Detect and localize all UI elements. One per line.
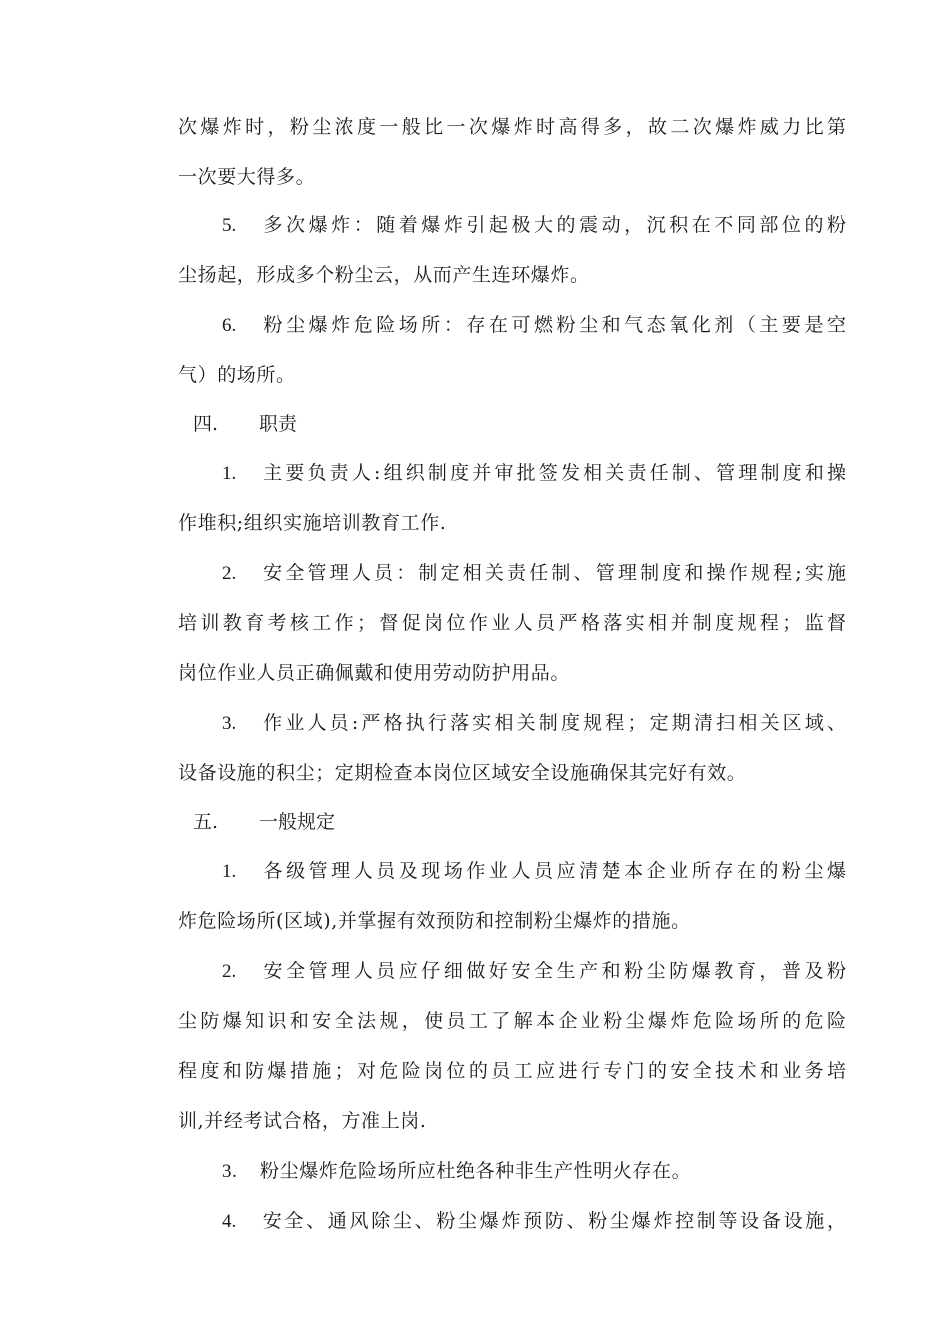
list-number: 2. [222, 961, 237, 982]
line-text: 安全、通风除尘、粉尘爆炸预防、粉尘爆炸控制等设备设施， [260, 1210, 846, 1232]
list-number: 1. [222, 463, 237, 484]
paragraph-line [178, 661, 570, 685]
line-text: 气）的场所。 [178, 364, 296, 386]
paragraph-line [178, 263, 590, 287]
paragraph-line [178, 115, 846, 139]
line-text: 作业人员:严格执行落实相关制度规程；定期清扫相关区域、 [260, 712, 846, 734]
list-number: 4. [222, 1211, 237, 1232]
line-text: 安全管理人员：制定相关责任制、管理制度和操作规程;实施 [260, 562, 846, 584]
section-title: 一般规定 [259, 811, 336, 833]
line-text: 尘防爆知识和安全法规，使员工了解本企业粉尘爆炸危险场所的危险 [178, 1010, 846, 1032]
list-item-line [222, 1209, 846, 1234]
line-text: 粉尘爆炸危险场所：存在可燃粉尘和气态氧化剂（主要是空 [260, 314, 846, 336]
line-text: 安全管理人员应仔细做好安全生产和粉尘防爆教育，普及粉 [260, 960, 846, 982]
list-item-line [222, 711, 846, 736]
line-text: 各级管理人员及现场作业人员应清楚本企业所存在的粉尘爆 [260, 860, 846, 882]
list-number: 5. [222, 215, 237, 236]
section-title: 职责 [259, 413, 298, 435]
paragraph-line [178, 611, 846, 635]
list-item-line [222, 1159, 691, 1184]
line-text: 主要负责人:组织制度并审批签发相关责任制、管理制度和操 [260, 462, 846, 484]
paragraph-line [178, 1059, 846, 1083]
line-text: 一次要大得多。 [178, 166, 316, 188]
section-heading [193, 412, 297, 436]
line-text: 多次爆炸：随着爆炸引起极大的震动，沉积在不同部位的粉 [260, 214, 846, 236]
line-text: 次爆炸时，粉尘浓度一般比一次爆炸时高得多，故二次爆炸威力比第 [178, 116, 846, 138]
list-item-line [222, 859, 846, 884]
paragraph-line [178, 761, 746, 785]
paragraph-line [178, 165, 315, 189]
paragraph-line [178, 1109, 426, 1133]
list-number: 3. [222, 1161, 238, 1182]
list-number: 3. [222, 713, 237, 734]
line-text: 程度和防爆措施；对危险岗位的员工应进行专门的安全技术和业务培 [178, 1060, 846, 1082]
line-text: 训,并经考试合格，方准上岗. [178, 1110, 427, 1132]
line-text: 培训教育考核工作；督促岗位作业人员严格落实相并制度规程；监督 [178, 612, 846, 634]
list-item-line [222, 561, 846, 586]
line-text: 岗位作业人员正确佩戴和使用劳动防护用品。 [178, 662, 571, 684]
line-text: 作堆积;组织实施培训教育工作. [178, 512, 447, 534]
paragraph-line [178, 363, 296, 387]
list-item-line [222, 959, 846, 984]
section-heading [193, 810, 335, 834]
list-number: 6. [222, 315, 237, 336]
line-text: 炸危险场所(区域),并掌握有效预防和控制粉尘爆炸的措施。 [178, 910, 691, 932]
list-number: 2. [222, 563, 237, 584]
line-text: 粉尘爆炸危险场所应杜绝各种非生产性明火存在。 [260, 1160, 692, 1182]
section-number: 四. [193, 413, 219, 435]
list-number: 1. [222, 861, 237, 882]
paragraph-line [178, 1009, 846, 1033]
line-text: 设备设施的积尘；定期检查本岗位区域安全设施确保其完好有效。 [178, 762, 747, 784]
section-number: 五. [193, 811, 219, 833]
paragraph-line [178, 909, 691, 933]
paragraph-line [178, 511, 446, 535]
list-item-line [222, 461, 846, 486]
list-item-line [222, 313, 846, 338]
line-text: 尘扬起，形成多个粉尘云，从而产生连环爆炸。 [178, 264, 590, 286]
list-item-line [222, 213, 846, 238]
